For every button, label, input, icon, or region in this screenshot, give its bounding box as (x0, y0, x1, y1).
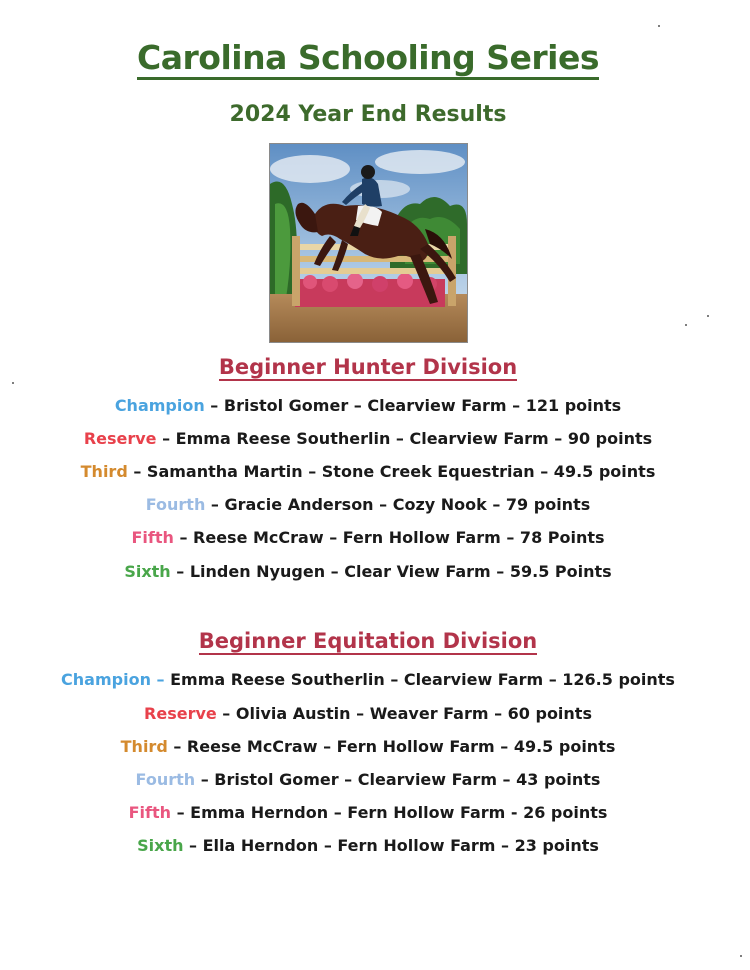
separator: – (127, 462, 147, 481)
result-text: Reese McCraw – Fern Hollow Farm – 49.5 points (186, 737, 616, 756)
place-label: Sixth (137, 836, 184, 855)
place-label: Fourth (135, 770, 196, 789)
result-row (0, 462, 736, 481)
result-row (0, 803, 736, 822)
result-text: Samantha Martin – Stone Creek Equestrian – 49.5 points (146, 462, 656, 481)
division-title-equitation (0, 629, 736, 653)
page-title (0, 38, 736, 77)
separator: – (170, 562, 190, 581)
place-label: Third (80, 462, 128, 481)
separator: – (205, 495, 225, 514)
separator: – (183, 836, 203, 855)
result-text: Emma Reese Southerlin – Clearview Farm – 126.5 points (170, 670, 675, 689)
separator: – (216, 704, 236, 723)
place-label: Fourth (145, 495, 206, 514)
separator: – (171, 803, 191, 822)
result-row (0, 396, 736, 415)
scan-speck (707, 315, 709, 317)
result-row (0, 737, 736, 756)
place-label: Fifth (131, 528, 174, 547)
separator: – (167, 737, 187, 756)
scan-speck (685, 324, 687, 326)
result-text: Gracie Anderson – Cozy Nook – 79 points (224, 495, 591, 514)
place-label: Reserve (83, 429, 157, 448)
result-row (0, 704, 736, 723)
division-title-hunter-text: Beginner Hunter Division (218, 355, 518, 379)
place-label: Fifth (128, 803, 171, 822)
result-row (0, 495, 736, 514)
place-label: Champion – (61, 670, 165, 689)
place-label: Sixth (124, 562, 171, 581)
result-row (0, 770, 736, 789)
place-label: Reserve (144, 704, 217, 723)
division-title-equitation-text: Beginner Equitation Division (198, 629, 538, 653)
separator: – (204, 396, 224, 415)
horse-jumping-photo (269, 143, 468, 343)
result-text: Olivia Austin – Weaver Farm – 60 points (235, 704, 592, 723)
page-title-text: Carolina Schooling Series (137, 38, 599, 80)
separator: – (195, 770, 215, 789)
result-text: Emma Herndon – Fern Hollow Farm - 26 points (190, 803, 608, 822)
separator: – (173, 528, 194, 547)
result-row (0, 562, 736, 581)
result-row (0, 670, 736, 689)
result-row (0, 528, 736, 547)
result-text: Linden Nyugen – Clear View Farm – 59.5 Points (189, 562, 612, 581)
place-label: Champion (114, 396, 205, 415)
result-text: Bristol Gomer – Clearview Farm – 43 points (214, 770, 601, 789)
division-title-hunter (0, 355, 736, 379)
scan-speck (12, 382, 14, 384)
result-row (0, 429, 736, 448)
page-subtitle: 2024 Year End Results (229, 102, 507, 127)
result-text: Reese McCraw – Fern Hollow Farm – 78 Points (193, 528, 605, 547)
result-text: Emma Reese Southerlin – Clearview Farm – 90 points (175, 429, 653, 448)
result-text: Bristol Gomer – Clearview Farm – 121 points (223, 396, 622, 415)
scan-speck (658, 25, 660, 27)
scan-speck (740, 955, 742, 957)
place-label: Third (120, 737, 168, 756)
separator: – (156, 429, 176, 448)
result-text: Ella Herndon – Fern Hollow Farm – 23 points (202, 836, 599, 855)
result-row (0, 836, 736, 855)
